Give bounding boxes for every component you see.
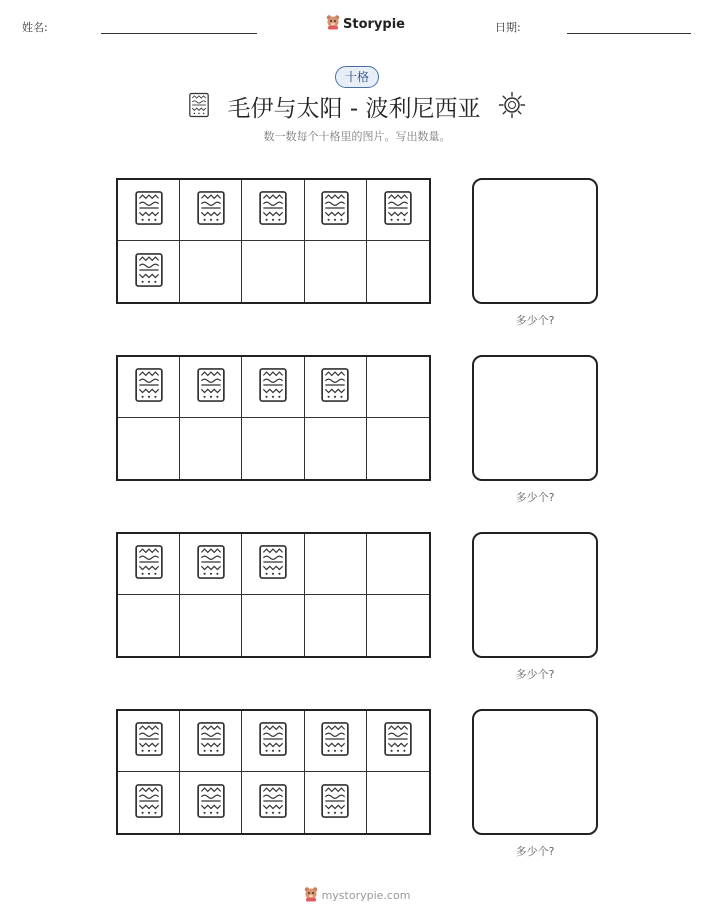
ten-frame-cell (242, 241, 304, 302)
answer-box[interactable] (472, 178, 598, 304)
tapa-cloth-icon (258, 543, 288, 585)
ten-frame-cell (305, 357, 367, 418)
brand-logo (326, 14, 405, 34)
ten-frame-cell (305, 595, 367, 656)
ten-frame-cell (242, 418, 304, 479)
footer-url[interactable]: mystorypie.com (321, 889, 411, 902)
ten-frame-cell (367, 357, 429, 418)
tapa-cloth-icon (383, 720, 413, 762)
ten-frame (116, 532, 431, 658)
ten-frame-cell (180, 534, 242, 595)
storypie-bear-icon (326, 14, 340, 34)
tapa-cloth-icon (196, 189, 226, 231)
how-many-prompt: 多少个? (515, 845, 555, 858)
ten-frame-cell (367, 241, 429, 302)
ten-frame-cell (242, 711, 304, 772)
tapa-cloth-icon (320, 782, 350, 824)
ten-frame-cell (180, 180, 242, 241)
ten-frame-cell (118, 711, 180, 772)
name-label: 姓名: (22, 21, 48, 34)
name-line[interactable] (101, 33, 257, 34)
instructions: 数一数每个十格里的图片。写出数量。 (263, 130, 451, 143)
ten-frame-cell (367, 418, 429, 479)
ten-frame-cell (242, 595, 304, 656)
ten-frame-cell (118, 418, 180, 479)
ten-frame (116, 355, 431, 481)
ten-frame-cell (180, 357, 242, 418)
ten-frame-cell (305, 241, 367, 302)
ten-frame-cell (118, 357, 180, 418)
answer-box[interactable] (472, 355, 598, 481)
ten-frame-cell (180, 595, 242, 656)
ten-frame-cell (305, 418, 367, 479)
tapa-cloth-icon (196, 782, 226, 824)
tapa-cloth-icon (134, 251, 164, 293)
footer (304, 886, 411, 905)
ten-frame-cell (367, 711, 429, 772)
storypie-bear-icon (304, 886, 318, 905)
brand-name: Storypie (343, 16, 405, 32)
tapa-cloth-icon (196, 720, 226, 762)
tapa-cloth-icon (258, 366, 288, 408)
ten-frame-cell (118, 595, 180, 656)
tapa-cloth-icon (320, 720, 350, 762)
ten-frame-cell (305, 711, 367, 772)
ten-frame-cell (242, 772, 304, 833)
answer-box[interactable] (472, 532, 598, 658)
ten-frame-cell (305, 534, 367, 595)
tapa-cloth-icon (320, 189, 350, 231)
tapa-cloth-icon (258, 782, 288, 824)
tapa-cloth-icon (134, 782, 164, 824)
ten-frame-cell (367, 772, 429, 833)
tapa-cloth-icon (134, 543, 164, 585)
ten-frame-cell (367, 595, 429, 656)
date-line[interactable] (567, 33, 691, 34)
date-label: 日期: (495, 21, 521, 34)
ten-frame-cell (305, 772, 367, 833)
tapa-cloth-icon (196, 366, 226, 408)
ten-frame-cell (367, 534, 429, 595)
page-title: 毛伊与太阳 - 波利尼西亚 (227, 96, 481, 122)
ten-frame (116, 709, 431, 835)
ten-frame-cell (242, 534, 304, 595)
ten-frame-cell (180, 241, 242, 302)
answer-box[interactable] (472, 709, 598, 835)
ten-frame-cell (242, 180, 304, 241)
tapa-cloth-icon (258, 189, 288, 231)
ten-frame-cell (180, 418, 242, 479)
ten-frame (116, 178, 431, 304)
worksheet-type-badge: 十格 (335, 66, 379, 88)
sun-icon (498, 91, 526, 123)
how-many-prompt: 多少个? (515, 668, 555, 681)
ten-frame-cell (118, 180, 180, 241)
ten-frame-cell (118, 241, 180, 302)
how-many-prompt: 多少个? (515, 314, 555, 327)
tapa-cloth-icon (258, 720, 288, 762)
tapa-cloth-icon (134, 720, 164, 762)
tapa-cloth-icon (196, 543, 226, 585)
tapa-cloth-icon (320, 366, 350, 408)
tapa-cloth-icon (134, 366, 164, 408)
ten-frame-cell (180, 772, 242, 833)
ten-frame-cell (118, 534, 180, 595)
how-many-prompt: 多少个? (515, 491, 555, 504)
ten-frame-cell (305, 180, 367, 241)
ten-frame-cell (242, 357, 304, 418)
tapa-cloth-icon (134, 189, 164, 231)
tapa-cloth-icon (383, 189, 413, 231)
ten-frame-cell (180, 711, 242, 772)
ten-frame-cell (367, 180, 429, 241)
tapa-cloth-icon (188, 92, 210, 122)
ten-frame-cell (118, 772, 180, 833)
